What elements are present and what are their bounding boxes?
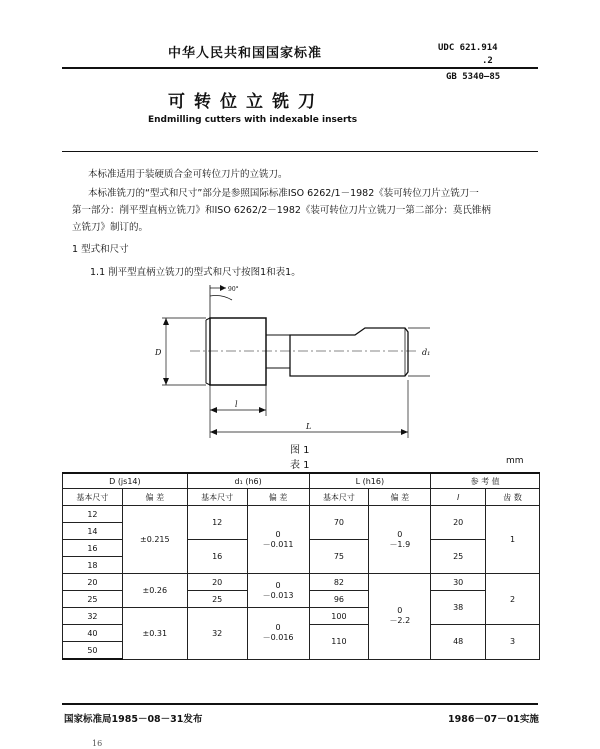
reference-paragraph-line1: 本标准铣刀的“型式和尺寸”部分是参照国际标准ISO 6262/1－1982《装可转位刀片立铣刀一 [88,188,479,199]
table-cell: 25 [63,591,123,608]
subheader: 齿 数 [486,489,540,506]
table-cell: 82 [309,574,369,591]
table-cell: 96 [309,591,369,608]
table-cell: 1 [486,506,540,574]
table-cell: 0 －0.016 [247,608,309,660]
table-cell: 14 [63,523,123,540]
table-cell: 0 －0.011 [247,506,309,574]
table-cell: 40 [63,625,123,642]
table-cell: ±0.215 [122,506,187,574]
table-cell: 32 [187,608,247,660]
table-cell: 3 [486,625,540,660]
table-cell: 12 [187,506,247,540]
table-cell: 30 [431,574,486,591]
table-cell: 100 [309,608,369,625]
header-L: L (h16) [309,473,431,489]
header-D: D (js14) [63,473,188,489]
udc-code-suffix: .2 [482,56,493,66]
dimension-table [62,472,540,660]
table-cell: 110 [309,625,369,660]
table-cell: 2 [486,574,540,625]
title-english: Endmilling cutters with indexable inserts [148,115,358,125]
reference-paragraph-line3: 立铣刀》制订的。 [72,222,149,233]
neck-outline [266,335,290,368]
header-reference: 参 考 值 [431,473,540,489]
subheader: 基本尺寸 [63,489,123,506]
table-cell: ±0.31 [122,608,187,660]
table-cell: 70 [309,506,369,540]
page-number: 16 [92,739,103,748]
table-cell: 20 [187,574,247,591]
table-cell: 0 －1.9 [369,506,431,574]
subheader: 偏 差 [247,489,309,506]
subheader: 基本尺寸 [187,489,247,506]
header-d1: d₁ (h6) [187,473,309,489]
title-rule [62,151,538,152]
table-cell: 48 [431,625,486,660]
table-cell: 25 [187,591,247,608]
angle-label: 90° [228,286,239,293]
subheader: 基本尺寸 [309,489,369,506]
table-cell: 20 [63,574,123,591]
figure-caption: 图 1 [290,445,310,456]
table-caption: 表 1 [290,460,310,471]
section-heading: 1 型式和尺寸 [72,244,129,255]
table-cell: 50 [63,642,123,660]
shank-outline [290,328,408,376]
label-L: L [306,422,312,431]
subheader: l [431,489,486,506]
table-cell: 12 [63,506,123,523]
dimension-D [162,318,206,385]
table-cell: ±0.26 [122,574,187,608]
reference-paragraph-line2: 第一部分：削平型直柄立铣刀》和ISO 6262/2－1982《装可转位刀片立铣刀一第二部分：莫氏锥柄 [72,205,491,216]
table-cell: 38 [431,591,486,625]
table-cell: 25 [431,540,486,574]
endmill-drawing [150,280,430,442]
table-cell: 20 [431,506,486,540]
label-D: D [155,348,162,357]
clause-1-1: 1.1 削平型直柄立铣刀的型式和尺寸按图1和表1。 [90,267,301,278]
issue-date: 国家标准局1985－08－31发布 [64,714,203,725]
label-l: l [235,400,238,409]
subheader: 偏 差 [122,489,187,506]
scope-paragraph: 本标准适用于装硬质合金可转位刀片的立铣刀。 [88,169,288,180]
table-cell: 75 [309,540,369,574]
dimension-l [210,385,266,416]
table-cell: 16 [187,540,247,574]
standard-name: 中华人民共和国国家标准 [168,46,323,61]
label-d1: d₁ [422,348,430,357]
effective-date: 1986－07－01实施 [448,714,539,725]
unit-label: mm [506,456,524,466]
subheader: 偏 差 [369,489,431,506]
table-cell: 32 [63,608,123,625]
table-cell: 18 [63,557,123,574]
cutter-head-outline [210,318,266,385]
gb-number: GB 5340—85 [446,72,501,82]
header-rule [62,67,538,69]
udc-code: UDC 621.914 [438,43,498,53]
footer-rule [62,703,538,705]
title-chinese: 可转位立铣刀 [168,92,324,112]
table-cell: 16 [63,540,123,557]
table-cell: 0 －2.2 [369,574,431,660]
table-cell: 0 －0.013 [247,574,309,608]
